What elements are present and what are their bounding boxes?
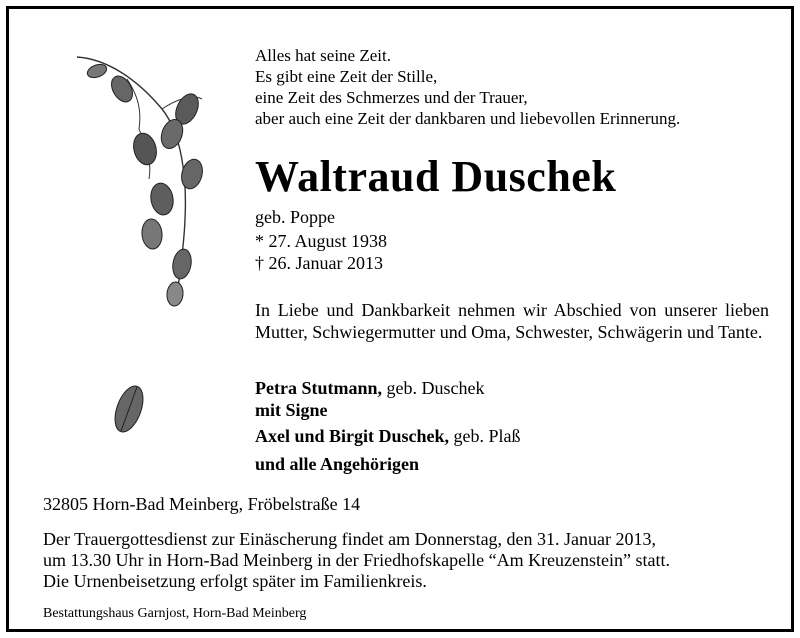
undertaker: Bestattungshaus Garnjost, Horn-Bad Meinberg xyxy=(43,606,307,621)
death-date: † 26. Januar 2013 xyxy=(255,253,383,273)
falling-leaf-icon xyxy=(109,379,149,439)
family-member-suffix: geb. Duschek xyxy=(382,378,485,398)
family-member-name: Petra Stutmann, xyxy=(255,378,382,398)
service-line: Die Urnenbeisetzung erfolgt später im Familienkreis. xyxy=(43,571,427,591)
family-member-name: Axel und Birgit Duschek, xyxy=(255,426,450,446)
birth-date: * 27. August 1938 xyxy=(255,231,388,251)
service-info xyxy=(43,529,775,592)
address: 32805 Horn-Bad Meinberg, Fröbelstraße 14 xyxy=(43,494,361,514)
family-member xyxy=(255,377,521,399)
service-line: um 13.30 Uhr in Horn-Bad Meinberg in der Friedhofskapelle “Am Kreuzenstein” statt. xyxy=(43,550,671,570)
deceased-name: Waltraud Duschek xyxy=(255,152,617,201)
motto xyxy=(255,45,775,129)
motto-line: eine Zeit des Schmerzes und der Trauer, xyxy=(255,88,528,107)
birth-name: geb. Poppe xyxy=(255,207,335,227)
birch-branch-icon xyxy=(67,49,217,309)
family-member-suffix: geb. Plaß xyxy=(449,426,521,446)
family-member xyxy=(255,399,521,421)
life-dates xyxy=(255,230,387,274)
family-member xyxy=(255,425,521,447)
motto-line: Es gibt eine Zeit der Stille, xyxy=(255,67,438,86)
motto-line: aber auch eine Zeit der dankbaren und liebevollen Erinnerung. xyxy=(255,109,681,128)
family-member xyxy=(255,453,521,475)
family-list xyxy=(255,377,521,475)
service-line: Der Trauergottesdienst zur Einäscherung findet am Donnerstag, den 31. Januar 2013, xyxy=(43,529,657,549)
family-member-name: und alle Angehörigen xyxy=(255,454,420,474)
obituary-frame xyxy=(6,6,794,632)
farewell-text: In Liebe und Dankbarkeit nehmen wir Abschied von unserer lieben Mutter, Schwiegermutter und Oma, Schwester, Schwägerin und Tante. xyxy=(255,300,769,342)
family-member-name: mit Signe xyxy=(255,400,328,420)
motto-line: Alles hat seine Zeit. xyxy=(255,46,391,65)
